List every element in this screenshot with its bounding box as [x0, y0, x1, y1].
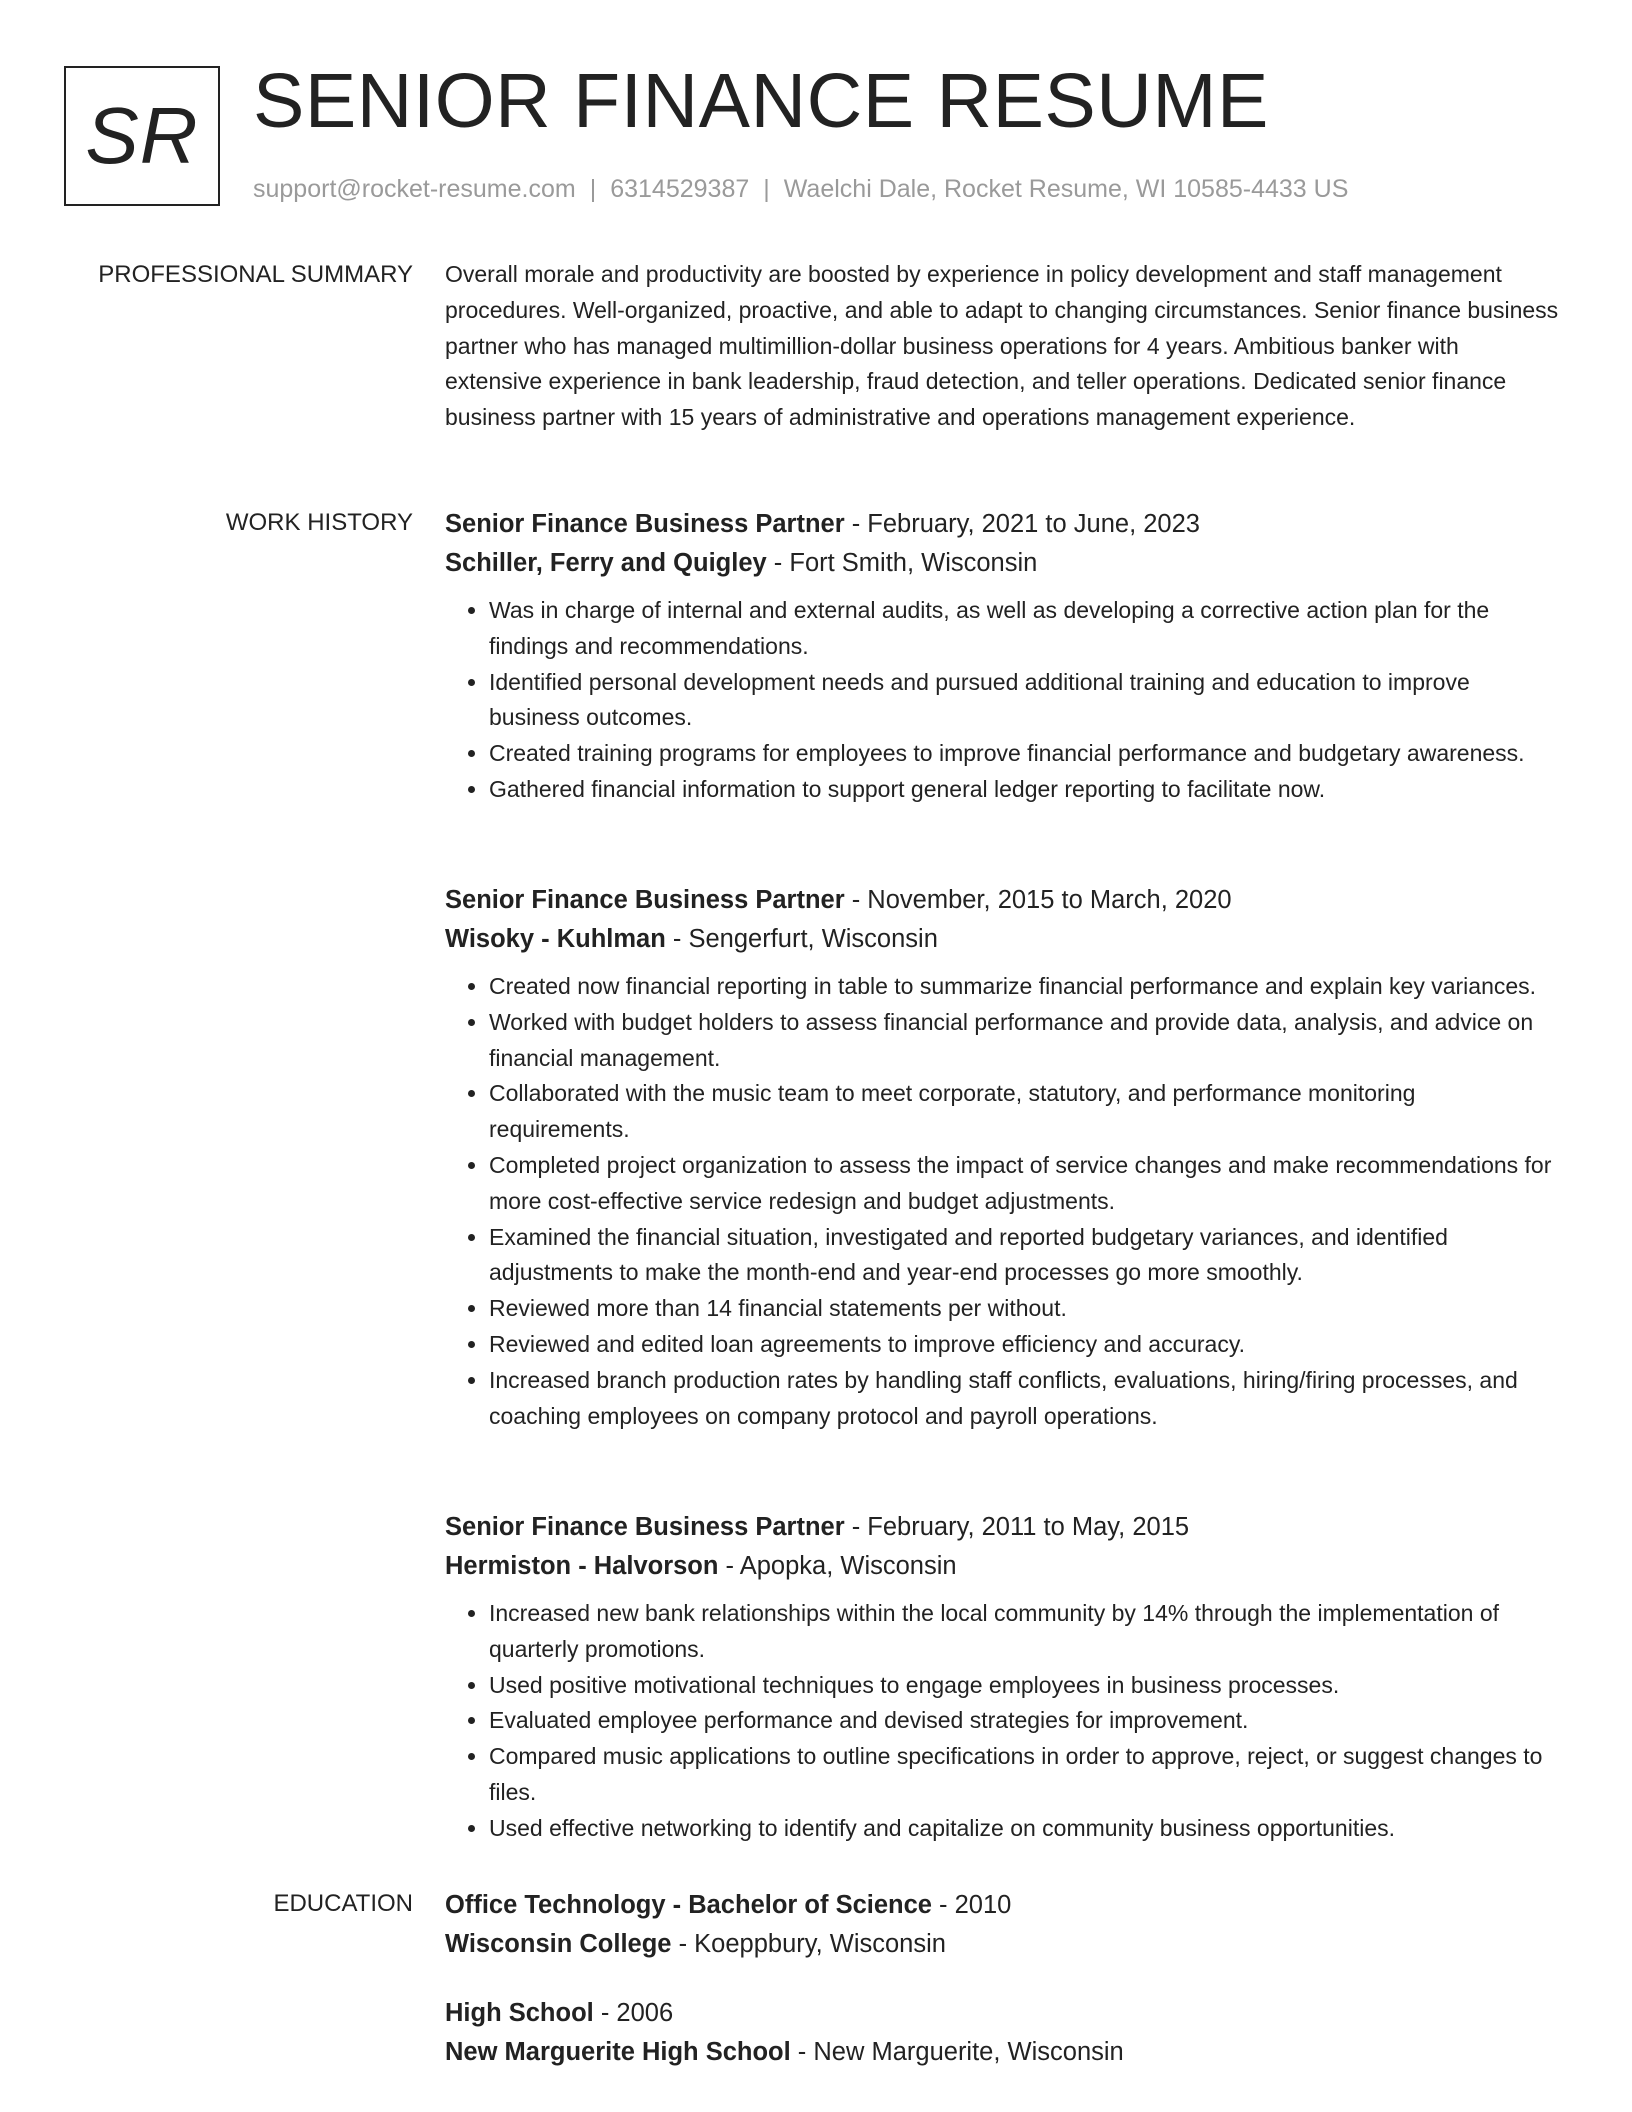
job-title-line — [445, 1508, 1560, 1547]
job-bullets — [445, 593, 1560, 808]
job-title-line — [445, 881, 1560, 920]
initials-text: SR — [85, 91, 199, 180]
job-location: - Fort Smith, Wisconsin — [766, 549, 1038, 577]
degree-name: High School — [445, 1999, 594, 2027]
list-item: • Reviewed and edited loan agreements to improve efficiency and accuracy. — [489, 1327, 1560, 1363]
school-line — [445, 1925, 1560, 1964]
job-bullets — [445, 1596, 1560, 1847]
list-item: • Created training programs for employees to improve financial performance and budgetary awareness. — [489, 736, 1560, 772]
list-item: • Examined the financial situation, investigated and reported budgetary variances, and identified adjustments to make the month-end and year-end processes go more smoothly. — [489, 1220, 1560, 1292]
job-entry — [445, 881, 1560, 1434]
degree-year: - 2010 — [931, 1891, 1012, 1919]
list-item: • Was in charge of internal and external audits, as well as developing a corrective action plan for the findings and recommendations. — [489, 593, 1560, 665]
job-location: - Apopka, Wisconsin — [718, 1552, 957, 1580]
job-bullets — [445, 969, 1560, 1434]
job-company: Hermiston - Halvorson — [445, 1552, 719, 1580]
list-item: • Increased branch production rates by handling staff conflicts, evaluations, hiring/firing processes, and coaching employees on company protocol and payroll operations. — [489, 1363, 1560, 1435]
contact-line — [253, 174, 1348, 204]
list-item: • Used positive motivational techniques to engage employees in business processes. — [489, 1668, 1560, 1704]
education-label: EDUCATION — [273, 1890, 413, 1917]
job-location: - Sengerfurt, Wisconsin — [665, 925, 938, 953]
job-dates: - February, 2021 to June, 2023 — [844, 510, 1200, 538]
work-history-label: WORK HISTORY — [225, 509, 413, 536]
job-title: Senior Finance Business Partner — [445, 886, 845, 914]
job-dates: - February, 2011 to May, 2015 — [844, 1513, 1190, 1541]
list-item: • Used effective networking to identify and capitalize on community business opportunities. — [489, 1811, 1560, 1847]
list-item: • Completed project organization to assess the impact of service changes and make recommendations for more cost-effective service redesign and budget adjustments. — [489, 1148, 1560, 1220]
contact-address: Waelchi Dale, Rocket Resume, WI 10585-4433 US — [783, 175, 1349, 203]
degree-name: Office Technology - Bachelor of Science — [445, 1891, 932, 1919]
list-item: • Evaluated employee performance and devised strategies for improvement. — [489, 1703, 1560, 1739]
summary-label: PROFESSIONAL SUMMARY — [98, 261, 413, 288]
education-entry — [445, 1886, 1560, 1964]
list-item: • Compared music applications to outline specifications in order to approve, reject, or suggest changes to files. — [489, 1739, 1560, 1811]
list-item: • Reviewed more than 14 financial statements per without. — [489, 1291, 1560, 1327]
contact-separator: | — [763, 175, 770, 203]
contact-separator: | — [589, 175, 597, 203]
resume-title: SENIOR FINANCE RESUME — [253, 58, 1269, 144]
initials-monogram — [64, 66, 220, 206]
list-item: • Increased new bank relationships within the local community by 14% through the implementation of quarterly promotions. — [489, 1596, 1560, 1668]
job-company: Wisoky - Kuhlman — [445, 925, 666, 953]
degree-line — [445, 1886, 1560, 1925]
job-title: Senior Finance Business Partner — [445, 1513, 845, 1541]
list-item: • Collaborated with the music team to meet corporate, statutory, and performance monitoring requirements. — [489, 1076, 1560, 1148]
job-title-line — [445, 505, 1560, 544]
job-entry — [445, 505, 1560, 808]
education-entry — [445, 1994, 1560, 2072]
summary-text: Overall morale and productivity are boosted by experience in policy development and staff management procedures. Well-organized, proactive, and able to adapt to changing circumstances. Senior finance business partner who has managed multimillion-dollar business operations for 4 years. Ambitious banker with extensive experience in bank leadership, fraud detection, and teller operations. Dedicated senior finance business partner with 15 years of administrative and operations management experience. — [445, 261, 1559, 431]
school-name: New Marguerite High School — [445, 2038, 791, 2066]
job-company-line — [445, 1547, 1560, 1586]
job-dates: - November, 2015 to March, 2020 — [844, 886, 1232, 914]
school-location: - Koeppbury, Wisconsin — [671, 1930, 946, 1958]
school-location: - New Marguerite, Wisconsin — [790, 2038, 1124, 2066]
school-line — [445, 2033, 1560, 2072]
contact-email[interactable]: support@rocket-resume.com — [253, 175, 576, 203]
job-company-line — [445, 544, 1560, 583]
job-company: Schiller, Ferry and Quigley — [445, 549, 767, 577]
job-company-line — [445, 920, 1560, 959]
degree-line — [445, 1994, 1560, 2033]
school-name: Wisconsin College — [445, 1930, 672, 1958]
degree-year: - 2006 — [593, 1999, 674, 2027]
list-item: • Created now financial reporting in table to summarize financial performance and explain key variances. — [489, 969, 1560, 1005]
job-entry — [445, 1508, 1560, 1847]
list-item: • Worked with budget holders to assess financial performance and provide data, analysis, and advice on financial management. — [489, 1005, 1560, 1077]
job-title: Senior Finance Business Partner — [445, 510, 845, 538]
list-item: • Gathered financial information to support general ledger reporting to facilitate now. — [489, 772, 1560, 808]
list-item: • Identified personal development needs and pursued additional training and education to improve business outcomes. — [489, 665, 1560, 737]
contact-phone[interactable]: 6314529387 — [610, 175, 750, 203]
